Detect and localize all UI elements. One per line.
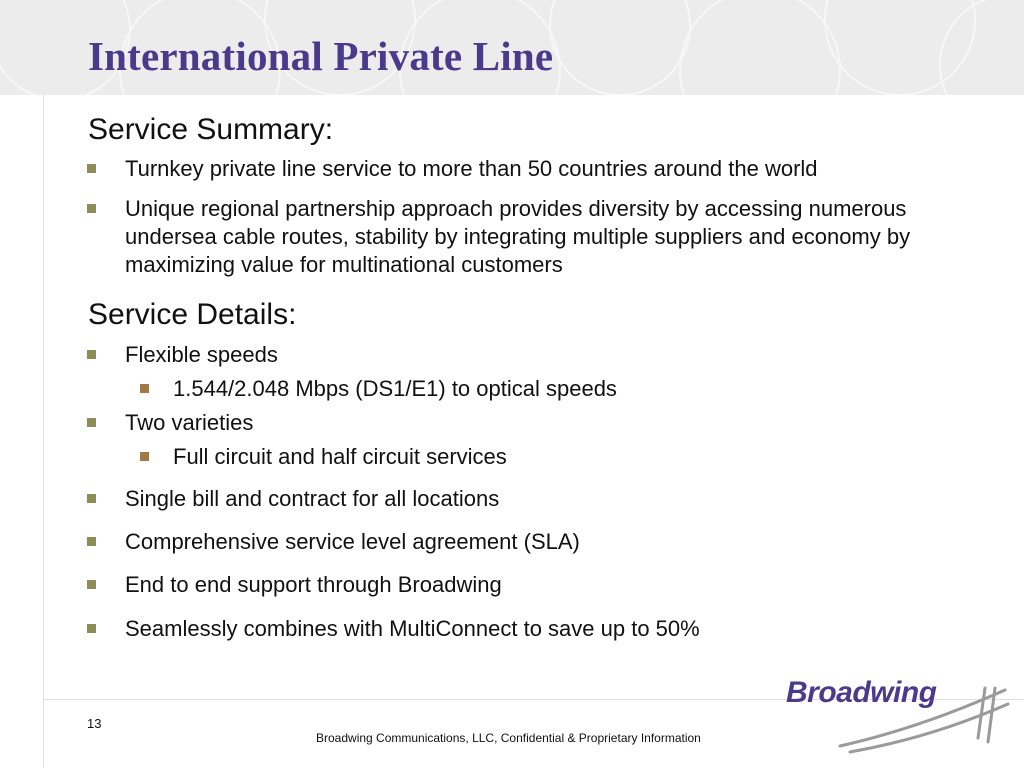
- square-bullet-icon: [87, 494, 96, 503]
- bullet-text: Turnkey private line service to more than 50 countries around the world: [125, 156, 818, 181]
- bullet-text: Unique regional partnership approach provides diversity by accessing numerous undersea cable routes, stability by integrating multiple suppliers and economy by maximizing value for multinational customers: [125, 196, 911, 277]
- bullet-text: Seamlessly combines with MultiConnect to save up to 50%: [125, 616, 700, 641]
- broadwing-logo: [780, 668, 1020, 758]
- sub-bullet-text: 1.544/2.048 Mbps (DS1/E1) to optical speeds: [173, 376, 617, 401]
- section-heading-summary: Service Summary:: [88, 113, 334, 146]
- square-bullet-icon: [87, 418, 96, 427]
- square-bullet-icon: [140, 384, 149, 393]
- bullet-item: [87, 155, 987, 183]
- square-bullet-icon: [87, 164, 96, 173]
- bullet-text: End to end support through Broadwing: [125, 572, 502, 597]
- square-bullet-icon: [87, 204, 96, 213]
- slide-title: International Private Line: [88, 33, 554, 79]
- bullet-text: Single bill and contract for all locations: [125, 486, 500, 511]
- left-rule: [43, 95, 44, 768]
- section-heading-details: Service Details:: [88, 298, 297, 331]
- bullet-item: [87, 571, 987, 599]
- bullet-item: [87, 615, 987, 643]
- bullet-item: [87, 485, 987, 513]
- bullet-item: [87, 528, 987, 556]
- page-number: 13: [87, 716, 102, 731]
- square-bullet-icon: [87, 580, 96, 589]
- sub-bullet-text: Full circuit and half circuit services: [173, 444, 507, 469]
- bullet-text: Two varieties: [125, 410, 254, 435]
- bullet-text: Comprehensive service level agreement (SLA): [125, 529, 580, 554]
- bullet-text: Flexible speeds: [125, 342, 278, 367]
- square-bullet-icon: [87, 624, 96, 633]
- bullet-item: [87, 409, 987, 437]
- square-bullet-icon: [87, 350, 96, 359]
- sub-bullet-item: [140, 375, 980, 403]
- bullet-item: [87, 341, 987, 369]
- confidentiality-notice: Broadwing Communications, LLC, Confidential & Proprietary Information: [316, 731, 701, 745]
- sub-bullet-item: [140, 443, 980, 471]
- bullet-item: [87, 195, 967, 279]
- square-bullet-icon: [140, 452, 149, 461]
- logo-wordmark: Broadwing: [786, 676, 937, 709]
- square-bullet-icon: [87, 537, 96, 546]
